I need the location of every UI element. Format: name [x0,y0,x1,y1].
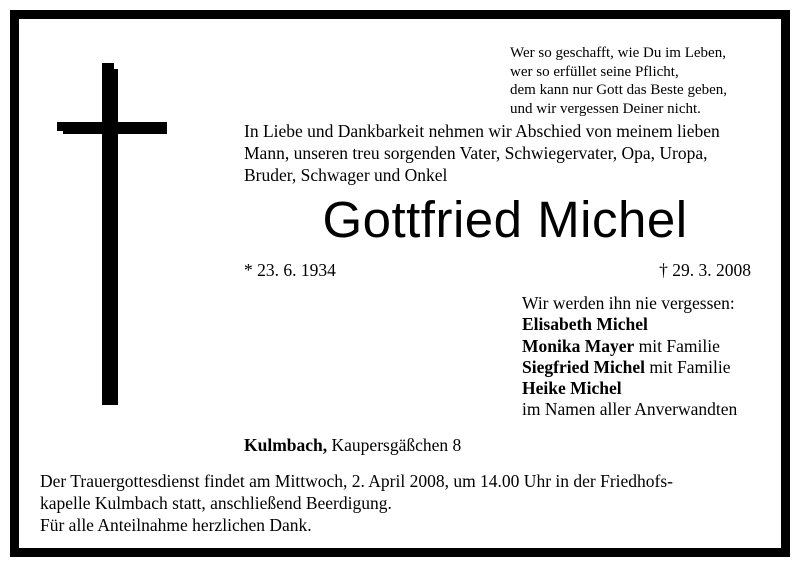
intro-line: In Liebe und Dankbarkeit nehmen wir Abschied von meinem lieben [244,121,720,141]
family-address [244,435,461,456]
birth-date: * 23. 6. 1934 [244,260,336,280]
poem-line: dem kann nur Gott das Beste geben, [510,82,728,98]
cross-horizontal-beam [57,122,167,131]
address-city: Kulmbach, [244,435,328,455]
mourner-name: Monika Mayer [522,335,635,356]
mourner-entry [522,378,737,399]
address-street: Kaupersgäßchen 8 [327,435,462,455]
service-line: Der Trauergottesdienst findet am Mittwoch, 2. April 2008, um 14.00 Uhr in der Friedhofs- [40,471,674,491]
cross-icon [57,63,167,405]
death-date: † 29. 3. 2008 [659,260,751,280]
deceased-name: Gottfried Michel [322,191,688,248]
mourners-closing: im Namen aller Anverwandten [522,399,738,420]
mourner-name: Elisabeth Michel [522,314,648,335]
mourner-entry [522,357,737,378]
intro-line: Mann, unseren treu sorgenden Vater, Schwiegervater, Opa, Uropa, [244,143,708,163]
mourner-entry [522,314,737,335]
mourner-suffix: mit Familie [634,335,720,356]
memorial-poem [510,44,765,118]
mourners-list [522,293,737,421]
intro-text [244,120,766,186]
cross-shadow-horizontal [63,131,167,134]
funeral-service-info [40,470,770,536]
cross-vertical-beam [102,63,114,405]
cross-shadow-vertical [114,69,118,405]
intro-line: Bruder, Schwager und Onkel [244,165,448,185]
obituary-notice [10,10,790,557]
mourners-heading: Wir werden ihn nie vergessen: [522,293,735,313]
poem-line: wer so erfüllet seine Pflicht, [510,63,679,80]
poem-line: und wir vergessen Deiner nicht. [510,100,701,117]
mourner-suffix: mit Familie [644,356,731,377]
service-line: kapelle Kulmbach statt, anschließend Beerdigung. [40,493,392,513]
mourner-name: Siegfried Michel [522,356,645,377]
mourner-name: Heike Michel [522,378,622,399]
mourner-entry [522,336,737,357]
service-line: Für alle Anteilnahme herzlichen Dank. [40,515,312,535]
poem-line: Wer so geschafft, wie Du im Leben, [510,45,726,61]
